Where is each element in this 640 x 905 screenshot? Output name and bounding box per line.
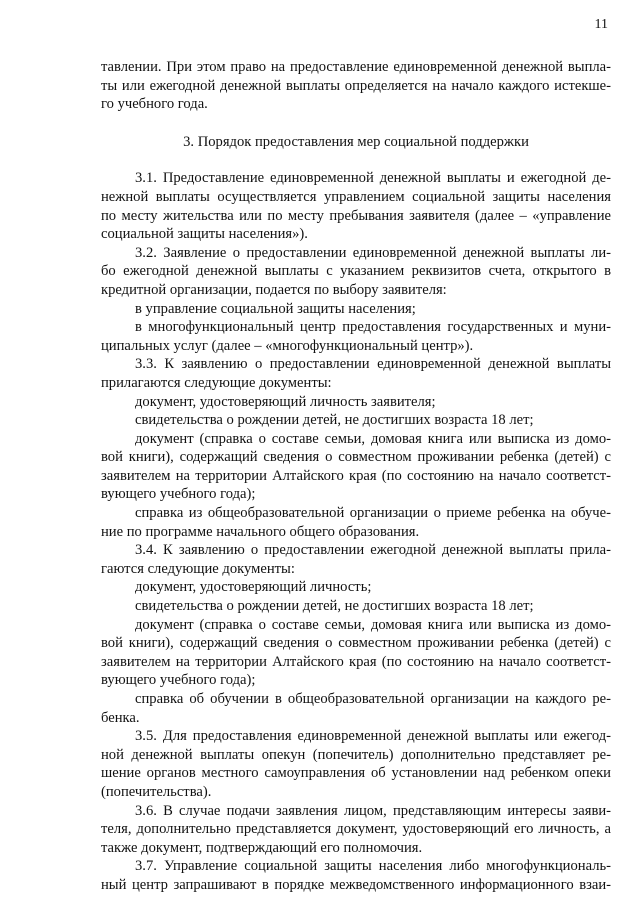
text-line: (попечительства). [101,783,212,800]
text-line: ципальных услуг (далее – «многофункциональный центр»). [101,337,474,354]
text-line: свидетельства о рождении детей, не достигших возраста 18 лет; [135,598,534,615]
text-line: тавлении. При этом право на предоставление единовременной денежной выпла- [101,59,611,75]
paragraph [101,355,611,392]
text-line: в многофункциональный центр предоставления государственных и муни- [135,319,611,336]
paragraph [101,616,611,690]
paragraph [101,504,611,541]
paragraph [101,430,611,504]
text-line: шение органов местного самоуправления об установлении над ребенком опеки [101,765,611,782]
text-line: по месту жительства или по месту пребывания заявителя (далее – «управление [101,207,611,224]
intro-paragraph [101,58,611,114]
text-line: прилагаются следующие документы: [101,374,332,391]
paragraph [101,169,611,243]
paragraph [101,541,611,578]
text-line: документ (справка о составе семьи, домовая книга или выписка из домо- [135,430,611,447]
text-line: документ (справка о составе семьи, домовая книга или выписка из домо- [135,616,611,633]
text-line: 3.5. Для предоставления единовременной денежной выплаты или ежегод- [135,728,611,745]
text-line: свидетельства о рождении детей, не достигших возраста 18 лет; [135,412,534,429]
text-line: 3.7. Управление социальной защиты населения либо многофункциональ- [135,858,611,875]
paragraph [101,578,611,597]
paragraph [101,318,611,355]
text-line: теля, дополнительно представляется документ, удостоверяющий его личность, а [101,821,611,838]
text-line: заявителем на территории Алтайского края (по состоянию на начало соответст- [101,653,611,670]
paragraph [101,857,611,894]
text-line: 3.6. В случае подачи заявления лицом, представляющим интересы заяви- [135,802,611,819]
section-paragraphs [101,169,611,894]
text-line: в управление социальной защиты населения; [135,300,416,317]
text-line: вующего учебного года); [101,672,256,689]
text-line: справка из общеобразовательной организации о приеме ребенка на обуче- [135,505,611,522]
paragraph [101,597,611,616]
text-line: 3.3. К заявлению о предоставлении единовременной денежной выплаты [135,356,611,373]
paragraph [101,244,611,300]
paragraph [101,300,611,319]
paragraph [101,393,611,412]
text-line: ние по программе начального общего образования. [101,523,420,540]
text-line: 3.2. Заявление о предоставлении единовременной денежной выплаты ли- [135,244,611,261]
text-line: нежной выплаты осуществляется управлением социальной защиты населения [101,188,611,205]
text-line: ной денежной выплаты опекун (попечитель) дополнительно представляет ре- [101,746,611,763]
text-line: бенка. [101,709,140,726]
text-line: ты или ежегодной денежной выплаты определяется на начало каждого истекше- [101,77,611,94]
paragraph [101,802,611,858]
text-line: документ, удостоверяющий личность заявителя; [135,393,436,410]
section-heading: 3. Порядок предоставления мер социальной поддержки [183,133,529,150]
text-line: 3.1. Предоставление единовременной денежной выплаты и ежегодной де- [135,170,611,187]
text-line: справка об обучении в общеобразовательной организации на каждого ре- [135,691,611,707]
text-line: 3.4. К заявлению о предоставлении ежегодной денежной выплаты прила- [135,542,611,559]
text-line: вой книги), содержащий сведения о совместном проживании ребенка (детей) с [101,635,611,652]
page-number: 11 [594,17,608,32]
text-line: го учебного года. [101,96,208,113]
paragraph [101,690,611,727]
paragraph [101,727,611,801]
text-line: гаются следующие документы: [101,560,295,577]
document-body [101,58,611,895]
text-line: вующего учебного года); [101,486,256,503]
paragraph [101,411,611,430]
text-line: ный центр запрашивают в порядке межведомственного информационного взаи- [101,876,611,893]
text-line: бо ежегодной денежной выплаты с указанием реквизитов счета, открытого в [101,263,611,280]
text-line: документ, удостоверяющий личность; [135,579,372,596]
text-line: кредитной организации, подается по выбору заявителя: [101,281,447,298]
text-line: заявителем на территории Алтайского края (по состоянию на начало соответст- [101,467,611,484]
text-line: социальной защиты населения»). [101,226,308,243]
text-line: вой книги), содержащий сведения о совместном проживании ребенка (детей) с [101,449,611,466]
text-line: также документ, подтверждающий его полномочия. [101,839,423,856]
